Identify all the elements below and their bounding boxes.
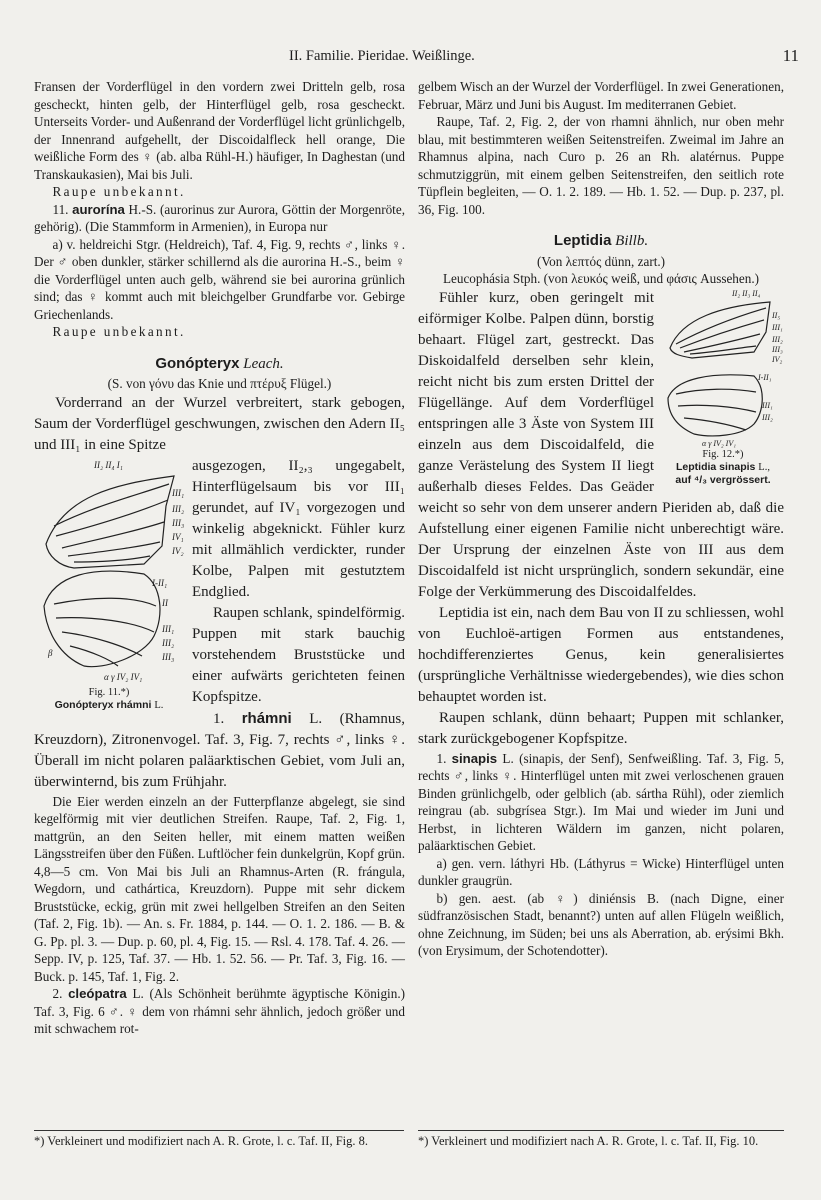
- species-entry: 11. aurorína H.-S. (aurorinus zur Aurora, Göttin der Morgenröte, gehörig). (Die Stammform in Armenien), in Europa nur: [34, 201, 405, 234]
- paragraph: Raupe unbekannt.: [52, 324, 186, 339]
- svg-text:III₃: III₃: [772, 344, 783, 354]
- svg-text:α γ IV₂ IV₁: α γ IV₂ IV₁: [702, 438, 737, 448]
- paragraph: Leptidia ist ein, nach dem Bau von II zu schliessen, wohl von Euchloë-artigen Formen aus entstandenes, hochdifferenziertes Genus, kein generalisiertes (ursprüngliche Verhältnisse wiedergebendes), wie dies schon behauptet worden ist.: [418, 604, 784, 705]
- page-number: 11: [782, 46, 799, 65]
- genus-heading: Leptidia Billb.: [553, 232, 649, 249]
- svg-text:III₁: III₁: [762, 400, 773, 410]
- species-entry: 1. rhámni L. (Rhamnus, Kreuzdorn), Zitronenvogel. Taf. 3, Fig. 7, rechts ♂, links ♀. Überall im nicht polaren paläarktischen Gebiet, vom Juli an, überwinternd, bis zum Frühjahr.: [34, 709, 405, 790]
- paragraph: Vorderrand an der Wurzel verbreitert, stark gebogen, Saum der Vorderflügel geschwungen, zwischen den Adern II₅ und III₁ in eine Spitze: [34, 394, 405, 453]
- svg-text:III₂: III₂: [172, 503, 184, 514]
- species-name: rhámni: [241, 709, 292, 727]
- svg-text:IV₁: IV₁: [172, 531, 184, 542]
- figure-caption: Fig. 11.*) Gonópteryx rhámni L.: [54, 686, 164, 711]
- svg-text:III₁: III₁: [772, 322, 783, 332]
- figure-caption: Fig. 12.*) Leptidia sinapis L., auf ⁴/₃ vergrössert.: [675, 448, 771, 486]
- synonym-line: Leucophásia Stph. (von λευκός weiß, und φάσις Aussehen.): [442, 271, 760, 286]
- svg-text:III₂: III₂: [162, 637, 175, 648]
- footnote: *) Verkleinert und modifiziert nach A. R. Grote, l. c. Taf. II, Fig. 10.: [418, 1130, 784, 1149]
- paragraph: Raupen schlank, dünn behaart; Puppen mit schlanker, stark zurückgebogener Kopfspitze.: [418, 709, 784, 747]
- left-column: [34, 78, 405, 1038]
- paragraph: Raupen schlank, spindelförmig. Puppen mit stark bauchig vorstehendem Bruststücke und einer aufwärts gerichteten feinen Kopfspitze.: [192, 604, 405, 705]
- wing-venation-diagram: [34, 456, 184, 686]
- svg-text:II₅: II₅: [772, 310, 781, 320]
- paragraph: Fransen der Vorderflügel in den vordern zwei Dritteln gelb, rosa gescheckt, hinten gelb, der Hinterflügel gelb, rosa gescheckt. Unterseits Vorder- und Außenrand der Vorderflügel licht grünlichgelb, der Innenrand aufgehellt, der Discoidalfleck hell orange, Die weißliche Form des ♀ (ab. alba Rühl-H.) häufiger, In Daghestan (und Transkaukasien), Mai bis Juli.: [34, 79, 405, 182]
- paragraph: b) gen. aest. (ab ♀) diniénsis B. (nach Digne, einer südfranzösischen Stadt, benannt?) unten auf allen Flügeln weißlich, ohne Zeichnung, im Süden; bei uns als Aberration, ab. erýsimi Bkh. (von Erysimum, der Schotendotter).: [418, 890, 784, 958]
- paragraph: ausgezogen, II₂,₃ ungegabelt, Hinterflügelsaum bis vor III₁ gerundet, auf IV₁ vorgezogen und winkelig abgeknickt. Fühler kurz mit allmählich verdickter, runder Kolbe, Palpen mit gestutztem Endglied.: [192, 457, 405, 600]
- etymology: (Von λεπτός dünn, zart.): [536, 253, 666, 269]
- svg-text:III₃: III₃: [162, 651, 175, 662]
- svg-text:I-II₁: I-II₁: [758, 372, 772, 382]
- paragraph: Raupe unbekannt.: [52, 184, 186, 199]
- paragraph: gelbem Wisch an der Wurzel der Vorderflügel. In zwei Generationen, Februar, März und Juni bis August. Im mediterranen Gebiet.: [418, 79, 784, 112]
- genus-heading: Gonópteryx Leach.: [155, 354, 284, 372]
- svg-text:III₁: III₁: [162, 623, 175, 634]
- wing-venation-diagram: [662, 288, 784, 448]
- species-entry: 2. cleópatra L. (Als Schönheit berühmte ägyptische Königin.) Taf. 3, Fig. 6 ♂. ♀ dem von rhámni sehr ähnlich, jedoch größer und mit schwachem rot-: [34, 986, 406, 1036]
- figure-12: [662, 288, 784, 487]
- right-column: [418, 78, 784, 960]
- svg-text:III₂: III₂: [762, 412, 773, 422]
- svg-text:II₂ II₄ I₁: II₂ II₄ I₁: [94, 459, 123, 470]
- svg-text:β: β: [48, 647, 53, 658]
- svg-text:III₃: III₃: [172, 517, 184, 528]
- svg-text:III₂: III₂: [772, 334, 783, 344]
- running-head: II. Familie. Pieridae. Weißlinge.: [289, 48, 475, 64]
- svg-text:II: II: [162, 597, 168, 608]
- svg-text:II₂ II₃ II₄: II₂ II₃ II₄: [732, 288, 761, 298]
- page-header: [0, 48, 821, 70]
- species-name: cleópatra: [68, 986, 127, 1001]
- paragraph: Die Eier werden einzeln an der Futterpflanze abgelegt, sie sind kegelförmig mit vier deutlichen Streifen. Raupe, Taf. 2, Fig. 1, mattgrün, an den Seiten heller, mit einem matten weißen Längsstreifen über den Füßen. Luftlöcher fein dunkelgrün, Kopf grün. 4,8—5 cm. Von Mai bis Juli an Rhamnus-Arten (R. frángula, Wegdorn, und cathártica, Kreuzdorn). Puppe mit sehr dickem Bruststücke, eckig, grün mit zwei hellgelben Streifen an den Seiten (Taf. 2, Fig. 1b). — An. s. Fr. 1884, p. 144. — O. 1. 2. 186. — B. & G. Pp. pl. 3. — Dup. p. 60, pl. 4, Fig. 15. — Rsl. 4. 178. Taf. 4. 26. — Sepp. IV, p. 125, Taf. 37. — Hb. 1. 52. 56. — Pr. Taf. 3, Fig. 16. — Buck. p. 145, Taf. 1, Fig. 2.: [34, 793, 405, 984]
- svg-text:IV₂: IV₂: [172, 545, 184, 556]
- etymology: (S. von γόνυ das Knie und πτέρυξ Flügel.): [107, 376, 332, 391]
- species-name: aurorína: [72, 201, 125, 217]
- paragraph: a) v. heldreichi Stgr. (Heldreich), Taf. 4, Fig. 9, rechts ♂, links ♀. Der ♂ oben dunkler, stärker schillernd als die aurorina H.-S., beim ♀ die Vorderflügel unten auch gelb, während sie bei aurorina grünlich sind; das ♀ kommt auch mit bleichgelber Grundfarbe vor. Gebirge Griechenlands.: [34, 236, 405, 322]
- footnote: *) Verkleinert und modifiziert nach A. R. Grote, l. c. Taf. II, Fig. 8.: [34, 1130, 404, 1149]
- species-entry: 1. sinapis L. (sinapis, der Senf), Senfweißling. Taf. 3, Fig. 5, rechts ♂, links ♀. Hinterflügel unten mit zwei verloschenen grauen Binden grünlichgelb, oder gelblich (ab. sártha Rühl), oder ziemlich reingrau (ab. subgrísea Stgr.). Im Mai und wieder im Juni und Herbst, in lichteren Wäldern im ganzen, nicht polaren, paläarktischen Gebiet.: [418, 750, 784, 853]
- paragraph: a) gen. vern. láthyri Hb. (Láthyrus = Wicke) Hinterflügel unten dunkler graugrün.: [418, 855, 784, 888]
- figure-11: [34, 456, 184, 712]
- paragraph: Raupe, Taf. 2, Fig. 2, der von rhamni ähnlich, nur oben mehr blau, mit bestimmteren weißen Seitenstreifen. Zweimal im Jahre an Rhamnus alpina, nach Curo p. 26 an Rh. alatérnus. Puppe schmutziggrün, mit einem gelben Seitenstreifen, den seitlich rote Tüpflein begleiten, — O. 1. 2. 189. — Hb. 1. 52. — Dup. p. 237, pl. 36, Fig. 100.: [418, 114, 784, 217]
- svg-text:IV₂: IV₂: [772, 354, 783, 364]
- svg-text:III₁: III₁: [172, 487, 184, 498]
- svg-text:α γ IV₂ IV₁: α γ IV₂ IV₁: [104, 671, 143, 682]
- species-name: sinapis: [451, 750, 498, 766]
- paragraph: Fühler kurz, oben geringelt mit eiförmiger Kolbe. Palpen dünn, borstig behaart. Flügel zart, gestreckt. Das Diskoidalfeld derselben sehr klein, reicht nicht bis zum ersten Drittel der Flügellänge. Auf dem Vorderflügel entspringen alle 3 Äste von System III einzeln aus dem Discoidalfeld, die ganze Verästelung des System II liegt außerhalb dieses Feldes. Das Geäder weicht so sehr von dem unserer andern Pieriden ab, daß die Aufstellung einer eigenen Familie nicht unberechtigt wäre. Der Ursprung der einzelnen Äste von III aus dem Discoidalfeld ist nicht ursprünglich, sondern sekundär, eine Folge der Verkümmerung des Discoidalfeldes.: [418, 289, 784, 600]
- svg-text:I-II₁: I-II₁: [152, 577, 168, 588]
